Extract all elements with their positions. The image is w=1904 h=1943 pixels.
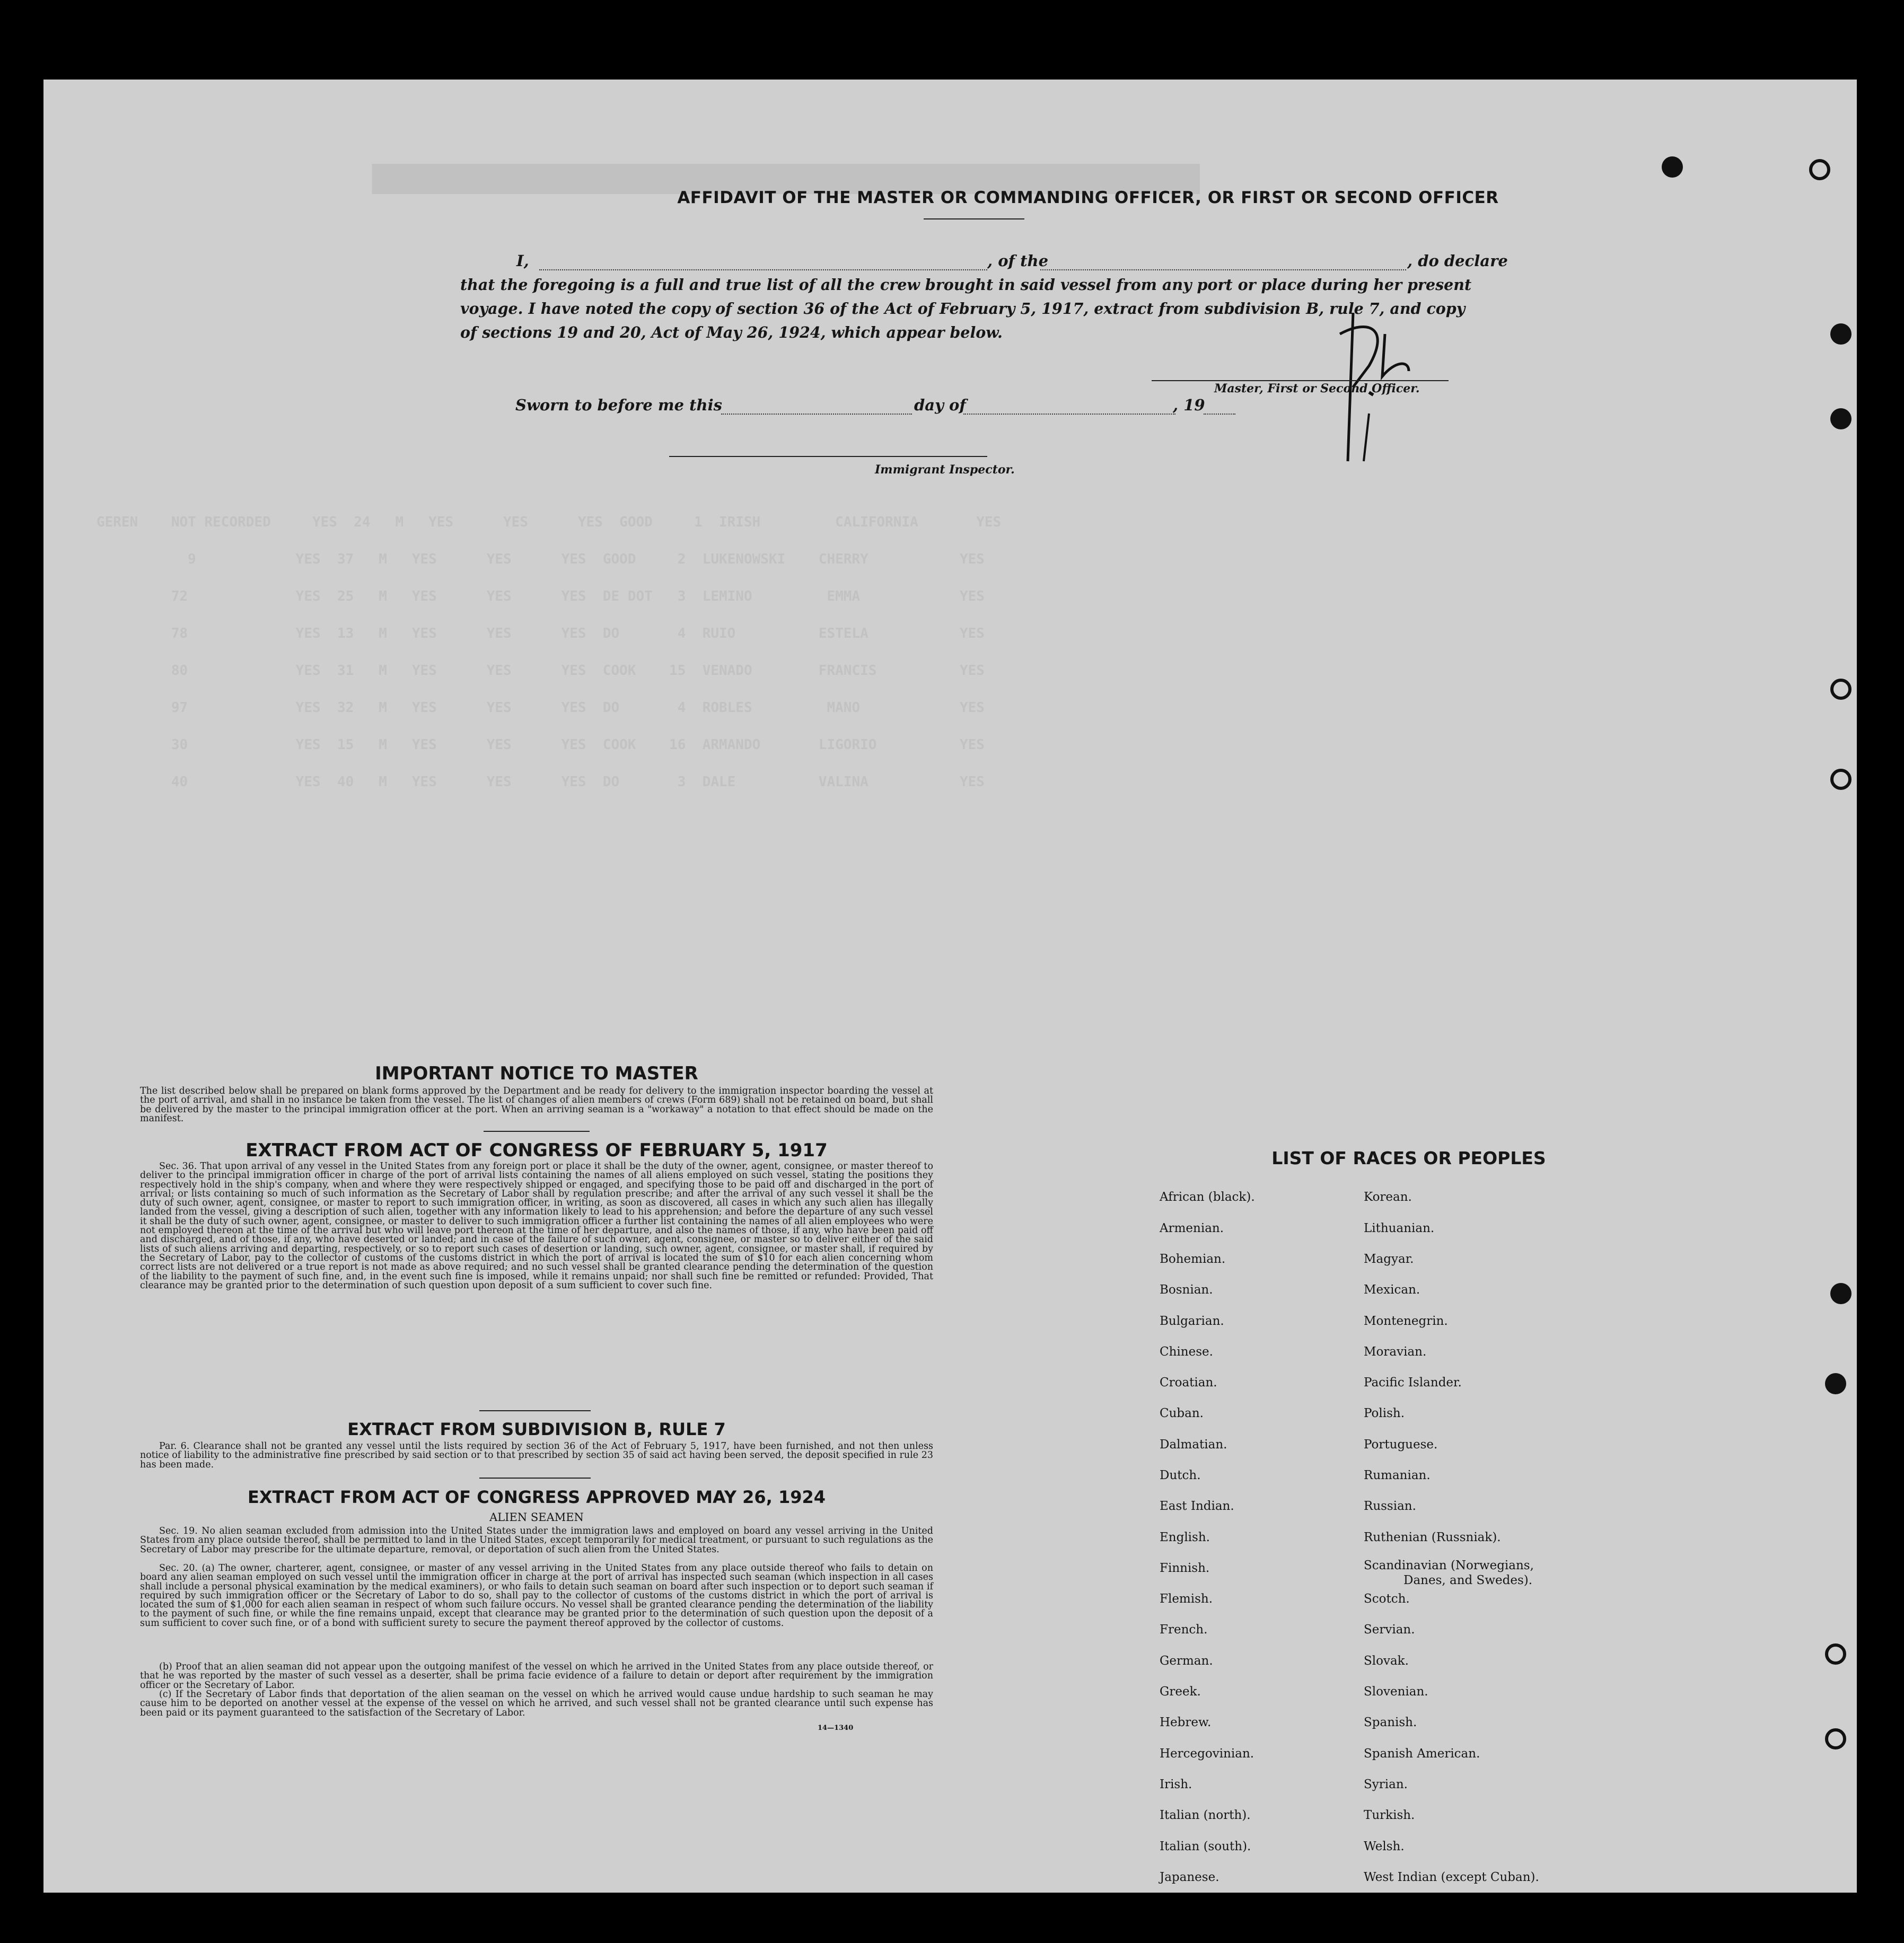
extract-1924-sec20c: (c) If the Secretary of Labor finds that deportation of the alien seaman on the vessel on which he arrived would cause undue hardship to such seaman he may cause him to be deported on another vessel at the expense of the vessel on which he arrived, and such vessel shall not be granted clearance until such expense has been paid or its payment guaranteed to the satisfaction of the Secretary of Labor. <box>140 1689 933 1718</box>
race-item: Cuban. <box>1160 1406 1204 1420</box>
race-item: Montenegrin. <box>1364 1314 1448 1328</box>
race-item: Italian (south). <box>1160 1840 1251 1853</box>
race-item: Dutch. <box>1160 1469 1201 1482</box>
race-item: Mexican. <box>1364 1283 1420 1297</box>
race-item: Bulgarian. <box>1160 1314 1224 1328</box>
race-item: East Indian. <box>1160 1499 1234 1513</box>
race-item: Japanese. <box>1160 1870 1219 1884</box>
punch-hole-3 <box>1830 323 1852 345</box>
extract-rule7-rule <box>479 1478 591 1479</box>
master-name-field[interactable] <box>539 269 987 270</box>
race-item: Polish. <box>1364 1406 1405 1420</box>
race-item: Spanish American. <box>1364 1747 1480 1761</box>
inspector-signature-line <box>669 456 987 457</box>
affidavit-heading: AFFIDAVIT OF THE MASTER OR COMMANDING OFFICER, OR FIRST OR SECOND OFFICER <box>677 188 1499 207</box>
race-item: Bohemian. <box>1160 1252 1226 1266</box>
notice-text: The list described below shall be prepared on blank forms approved by the Department and be ready for delivery to the immigration inspector boarding the vessel at the port of arrival, and shall in no instance be taken from the vessel. The list of changes of alien members of crews (Form 689) shall not be retained on board, but shall be delivered by the master to the principal immigration officer at the port. When an arriving seaman is a "workaway" a notation to that effect should be made on the manifest. <box>140 1086 933 1124</box>
race-item: Moravian. <box>1364 1345 1427 1359</box>
race-item: Greek. <box>1160 1685 1201 1699</box>
race-item: Rumanian. <box>1364 1469 1431 1482</box>
extract-1917-text: Sec. 36. That upon arrival of any vessel in the United States from any foreign port or place it shall be the duty of the owner, agent, consignee, or master thereof to deliver to the principal immigration officer in charge of the port of arrival lists containing the names of all aliens employed on such vessel, stating the positions they respectively hold in the ship's company, when and where they were respectively shipped or engaged, and specifying those to be paid off and discharged in the port of arrival; or lists containing so much of such information as the Secretary of Labor shall by regulation prescribe; and after the arrival of any such vessel it shall be the duty of such owner, agent, consignee, or master to report to such immigration officer, in writing, as soon as discovered, all cases in which any such alien has illegally landed from the vessel, giving a description of such alien, together with any information likely to lead to his apprehension; and before the departure of any such vessel it shall be the duty of such owner, agent, consignee, or master to deliver to such immigration officer a further list containing the names of all alien employees who were not employed thereon at the time of the arrival but who will leave port thereon at the time of her departure, and also the names of those, if any, who have been paid off and discharged, and of those, if any, who have deserted or landed; and in case of the failure of such owner, agent, consignee, or master so to deliver either of the said lists of such aliens arriving and departing, respectively, or so to report such cases of desertion or landing, such owner, agent, consignee, or master shall, if required by the Secretary of Labor, pay to the collector of customs of the customs district in which the port of arrival is located the sum of $10 for each alien concerning whom correct lists are not delivered or a true report is not made as above required; and no such vessel shall be granted clearance pending the determination of the question of the liability to the payment of such fine, and, in the event such fine is imposed, while it remains unpaid; nor shall such fine be remitted or refunded: Provided, That clearance may be granted prior to the determination of such question upon deposit of a sum sufficient to cover such fine. <box>140 1161 933 1291</box>
extract-rule7-text: Par. 6. Clearance shall not be granted any vessel until the lists required by section 36 of the Act of February 5, 1917, have been furnished, and not then unless notice of liability to the administrative fine prescribed by said section or to that prescribed by section 35 of said act having been served, the deposit specified in rule 23 has been made. <box>140 1441 933 1470</box>
race-item: Croatian. <box>1160 1376 1217 1390</box>
race-item: Dalmatian. <box>1160 1438 1227 1452</box>
sworn-month-field[interactable] <box>963 414 1175 415</box>
race-item: West Indian (except Cuban). <box>1364 1870 1539 1884</box>
race-item: Ruthenian (Russniak). <box>1364 1531 1501 1544</box>
punch-hole-9 <box>1825 1643 1846 1665</box>
punch-hole-5 <box>1830 679 1852 700</box>
sworn-label: Sworn to before me this <box>515 396 722 414</box>
race-item: Scotch. <box>1364 1592 1410 1606</box>
race-item: Magyar. <box>1364 1252 1414 1266</box>
sworn-day-of: day of <box>914 396 966 414</box>
affidavit-heading-rule <box>924 218 1024 219</box>
affidavit-line-4: of sections 19 and 20, Act of May 26, 1924, which appear below. <box>460 323 1003 341</box>
extract-1924-sec20a: Sec. 20. (a) The owner, charterer, agent, consignee, or master of any vessel arriving in the United States from any place outside thereof who fails to detain on board any alien seaman employed on such vessel until the immigration officer in charge at the port of arrival has inspected such seaman (which inspection in all cases shall include a personal physical examination by the medical examiners), or who fails to detain such seaman on board after such inspection or to deport such seaman if required by such immigration officer or the Secretary of Labor to do so, shall pay to the collector of customs of the customs district in which the port of arrival is located the sum of $1,000 for each alien seaman in respect of whom such failure occurs. No vessel shall be granted clearance pending the determination of the liability to the payment of such fine, or while the fine remains unpaid, except that clearance may be granted prior to the determination of such question upon the deposit of a sum sufficient to cover such fine, or of a bond with sufficient surety to secure the payment thereof approved by the collector of customs. <box>140 1563 933 1629</box>
sworn-year-field[interactable] <box>1204 414 1235 415</box>
affidavit-do-declare: , do declare <box>1407 252 1508 270</box>
inspector-caption: Immigrant Inspector. <box>875 463 1015 477</box>
document-page <box>43 80 1857 1893</box>
extract-1924-heading: EXTRACT FROM ACT OF CONGRESS APPROVED MAY 26, 1924 <box>247 1487 826 1507</box>
punch-hole-8 <box>1825 1373 1846 1394</box>
race-item: Chinese. <box>1160 1345 1213 1359</box>
extract-1924-sec20b: (b) Proof that an alien seaman did not appear upon the outgoing manifest of the vessel on which he arrived in the United States from any place outside thereof, or that he was reported by the master of such vessel as a deserter, shall be prima facie evidence of a failure to detain or deport after requirement by the immigration officer or the Secretary of Labor. <box>140 1661 933 1691</box>
race-item: Irish. <box>1160 1778 1192 1791</box>
punch-hole-2 <box>1809 159 1830 180</box>
notice-rule <box>484 1131 590 1132</box>
punch-hole-7 <box>1830 1283 1852 1304</box>
race-item: French. <box>1160 1623 1208 1637</box>
race-item: Danes, and Swedes). <box>1403 1573 1533 1587</box>
signature-caption: Master, First or Second Officer. <box>1214 382 1420 395</box>
extract-1924-subheading: ALIEN SEAMEN <box>489 1511 584 1524</box>
signature-line <box>1152 380 1449 381</box>
race-item: Korean. <box>1364 1190 1412 1204</box>
race-item: African (black). <box>1160 1190 1255 1204</box>
race-item: Spanish. <box>1364 1716 1417 1729</box>
race-item: Welsh. <box>1364 1840 1405 1853</box>
race-item: Lithuanian. <box>1364 1221 1435 1235</box>
extract-1917-heading: EXTRACT FROM ACT OF CONGRESS OF FEBRUARY 5, 1917 <box>245 1140 828 1161</box>
punch-hole-4 <box>1830 408 1852 429</box>
punch-hole-1 <box>1662 156 1683 178</box>
affidavit-line-2: that the foregoing is a full and true list of all the crew brought in said vessel from any port or place during her present <box>460 276 1472 294</box>
race-item: Servian. <box>1364 1623 1415 1637</box>
race-item: English. <box>1160 1531 1210 1544</box>
affidavit-of-the: , of the <box>987 252 1049 270</box>
race-item: Syrian. <box>1364 1778 1408 1791</box>
punch-hole-10 <box>1825 1728 1846 1749</box>
extract-1924-sec19: Sec. 19. No alien seaman excluded from admission into the United States under the immigration laws and employed on board any vessel arriving in the United States from any place outside thereof, shall be permitted to land in the United States, except temporarily for medical treatment, or pursuant to such regulations as the Secretary of Labor may prescribe for the ultimate departure, removal, or deportation of such alien from the United States. <box>140 1526 933 1555</box>
race-item: Portuguese. <box>1364 1438 1438 1452</box>
sworn-year-prefix: , 19 <box>1173 396 1205 414</box>
form-number: 14—1340 <box>818 1724 854 1732</box>
punch-hole-6 <box>1830 769 1852 790</box>
race-item: Armenian. <box>1160 1221 1224 1235</box>
race-item: Slovenian. <box>1364 1685 1428 1699</box>
race-item: Turkish. <box>1364 1808 1415 1822</box>
race-item: Italian (north). <box>1160 1808 1251 1822</box>
affidavit-line-3: voyage. I have noted the copy of section 36 of the Act of February 5, 1917, extract from subdivision B, rule 7, and copy <box>460 300 1466 318</box>
race-item: Finnish. <box>1160 1561 1210 1575</box>
bleed-through-table: GEREN NOT RECORDED YES 24 M YES YES YES GOOD 1 IRISH CALIFORNIA YES 9 YES 37 M YES YES YES GOOD 2 LUKENOWSKI CHERRY YES 72 YES 25 M YES YES YES DE DOT 3 LEMINO EMMA YES 78 YES 13 M YES YES YES DO 4 RUIO ESTELA YES 80 YES 31 M YES YES YES COOK 15 VENADO FRANCIS YES 97 YES 32 M YES YES YES DO 4 ROBLES MANO YES 30 YES 15 M YES YES YES COOK 16 ARMANDO LIGORIO YES 40 YES 40 M YES YES YES DO 3 DALE VALINA YES <box>96 514 1002 790</box>
race-item: Bosnian. <box>1160 1283 1213 1297</box>
race-item: Slovak. <box>1364 1654 1409 1668</box>
bleed-through-heading: ██████████████████████████████████████████████████████ <box>372 164 1200 194</box>
race-item: Russian. <box>1364 1499 1416 1513</box>
races-heading: LIST OF RACES OR PEOPLES <box>1271 1148 1546 1168</box>
race-item: German. <box>1160 1654 1213 1668</box>
race-item: Hercegovinian. <box>1160 1747 1254 1761</box>
extract-rule7-heading: EXTRACT FROM SUBDIVISION B, RULE 7 <box>347 1419 726 1439</box>
race-item: Flemish. <box>1160 1592 1213 1606</box>
race-item: Scandinavian (Norwegians, <box>1364 1559 1534 1572</box>
extract-1917-rule <box>479 1410 591 1411</box>
race-item: Pacific Islander. <box>1364 1376 1462 1390</box>
race-item: Hebrew. <box>1160 1716 1212 1729</box>
affidavit-i-label: I, <box>516 252 529 270</box>
sworn-day-field[interactable] <box>721 414 912 415</box>
vessel-name-field[interactable] <box>1040 269 1406 270</box>
notice-heading: IMPORTANT NOTICE TO MASTER <box>375 1063 698 1084</box>
